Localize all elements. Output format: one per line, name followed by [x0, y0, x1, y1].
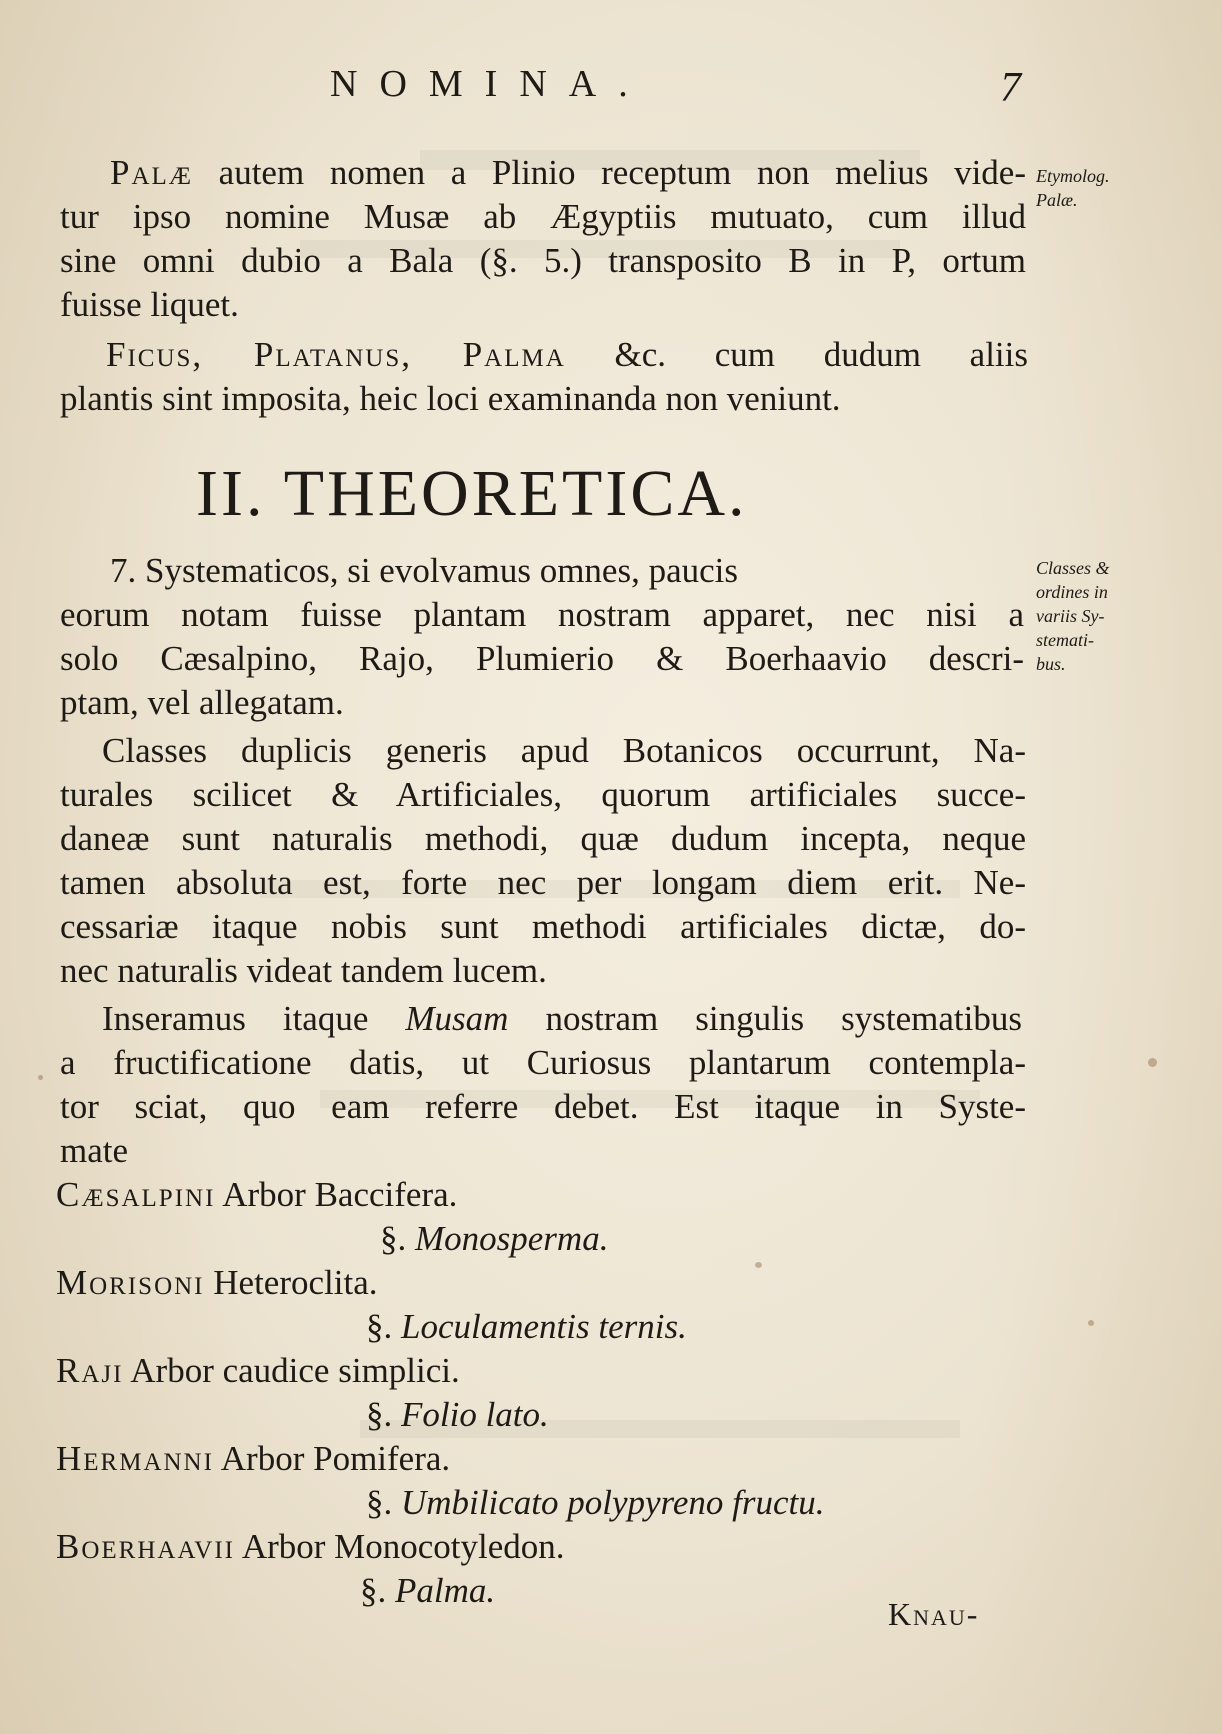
margin-note-line: Classes &	[1036, 558, 1110, 578]
text-segment: a fructificatione datis, ut Curiosus plantarum contempla-	[60, 1043, 1026, 1082]
text-segment: Arbor Monocotyledon.	[235, 1527, 565, 1566]
text-segment: &c. cum dudum aliis	[565, 335, 1028, 374]
text-segment: Classes duplicis generis apud Botanicos occurrunt, Na-	[102, 731, 1026, 770]
text-line	[60, 682, 344, 724]
text-segment: daneæ sunt naturalis methodi, quæ dudum incepta, neque	[60, 819, 1026, 858]
text-segment: fuisse liquet.	[60, 285, 239, 324]
section-heading: II. THEORETICA.	[196, 457, 748, 530]
text-segment: Arbor Pomifera.	[213, 1439, 451, 1478]
text-segment: nostram singulis systematibus	[508, 999, 1022, 1038]
text-segment: Boerhaavii	[56, 1527, 235, 1566]
text-segment: tamen absoluta est, forte nec per longam diem erit. Ne-	[60, 863, 1026, 902]
text-line	[56, 1526, 565, 1568]
text-line	[56, 1350, 460, 1392]
text-segment: nec naturalis videat tandem lucem.	[60, 951, 547, 990]
text-segment: tur ipso nomine Musæ ab Ægyptiis mutuato, cum illud	[60, 197, 1026, 236]
margin-note	[1036, 556, 1110, 676]
text-segment: solo Cæsalpino, Rajo, Plumierio & Boerhaavio descri-	[60, 639, 1024, 678]
text-line	[102, 998, 1022, 1040]
catchword: Knau-	[888, 1596, 980, 1632]
text-segment: Monosperma.	[415, 1219, 609, 1258]
text-segment: 7. Systematicos, si evolvamus omnes, paucis	[110, 551, 738, 590]
text-line	[366, 1482, 825, 1524]
text-line	[60, 378, 841, 420]
text-segment: mate	[60, 1131, 129, 1170]
text-line	[56, 1174, 457, 1216]
text-segment: Umbilicato polypyreno fructu.	[401, 1483, 825, 1522]
text-segment: §.	[366, 1483, 401, 1522]
text-segment: Folio lato.	[401, 1395, 549, 1434]
text-segment: Hermanni	[56, 1439, 214, 1478]
text-line	[60, 1086, 1026, 1128]
margin-note-line: variis Sy-	[1036, 606, 1105, 626]
text-line	[60, 196, 1026, 238]
text-segment: Loculamentis ternis.	[401, 1307, 687, 1346]
margin-note-line: Palæ.	[1036, 190, 1078, 210]
text-line	[60, 862, 1026, 904]
text-line	[366, 1306, 687, 1348]
text-line	[380, 1218, 608, 1260]
text-line	[60, 906, 1026, 948]
text-line	[110, 550, 738, 592]
text-segment: Cæsalpini	[56, 1175, 216, 1214]
text-segment: sine omni dubio a Bala (§. 5.) transposito B in P, ortum	[60, 241, 1026, 280]
text-segment: cessariæ itaque nobis sunt methodi artificiales dictæ, do-	[60, 907, 1026, 946]
margin-note-line: bus.	[1036, 654, 1066, 674]
text-line	[60, 1042, 1026, 1084]
text-line	[56, 1438, 450, 1480]
text-line	[60, 594, 1024, 636]
text-segment: §.	[380, 1219, 415, 1258]
text-segment: Morisoni	[56, 1263, 205, 1302]
text-segment: tor sciat, quo eam referre debet. Est itaque in Syste-	[60, 1087, 1026, 1126]
text-line	[60, 818, 1026, 860]
text-segment: plantis sint imposita, heic loci examinanda non veniunt.	[60, 379, 841, 418]
text-line	[60, 240, 1026, 282]
page-number: 7	[1000, 65, 1021, 111]
text-segment: §.	[360, 1571, 395, 1610]
text-line	[60, 284, 239, 326]
margin-note-line: stemati-	[1036, 630, 1094, 650]
margin-note	[1036, 164, 1110, 212]
text-segment: Inseramus itaque	[102, 999, 406, 1038]
text-segment: §.	[366, 1307, 401, 1346]
margin-note-line: ordines in	[1036, 582, 1108, 602]
text-line	[56, 1262, 377, 1304]
text-line	[60, 950, 547, 992]
text-line	[110, 152, 1026, 194]
text-segment: Arbor Baccifera.	[215, 1175, 458, 1214]
text-segment: Arbor caudice simplici.	[123, 1351, 460, 1390]
text-line	[60, 638, 1024, 680]
text-segment: turales scilicet & Artificiales, quorum artificiales succe-	[60, 775, 1026, 814]
text-segment: eorum notam fuisse plantam nostram apparet, nec nisi a	[60, 595, 1024, 634]
text-segment: §.	[366, 1395, 401, 1434]
text-segment: Palæ	[110, 153, 194, 192]
text-segment: Ficus, Platanus, Palma	[106, 335, 566, 374]
margin-note-line: Etymolog.	[1036, 166, 1110, 186]
text-line	[60, 774, 1026, 816]
text-segment: Musam	[405, 999, 509, 1038]
text-line	[102, 730, 1026, 772]
text-segment: autem nomen a Plinio receptum non melius vide-	[193, 153, 1026, 192]
text-line	[360, 1570, 495, 1612]
text-line	[60, 1130, 128, 1172]
text-segment: Heteroclita.	[204, 1263, 378, 1302]
text-segment: ptam, vel allegatam.	[60, 683, 344, 722]
text-line	[106, 334, 1028, 376]
text-line	[366, 1394, 549, 1436]
running-title: NOMINA.	[330, 63, 650, 105]
text-segment: Palma.	[395, 1571, 496, 1610]
text-segment: Raji	[56, 1351, 124, 1390]
